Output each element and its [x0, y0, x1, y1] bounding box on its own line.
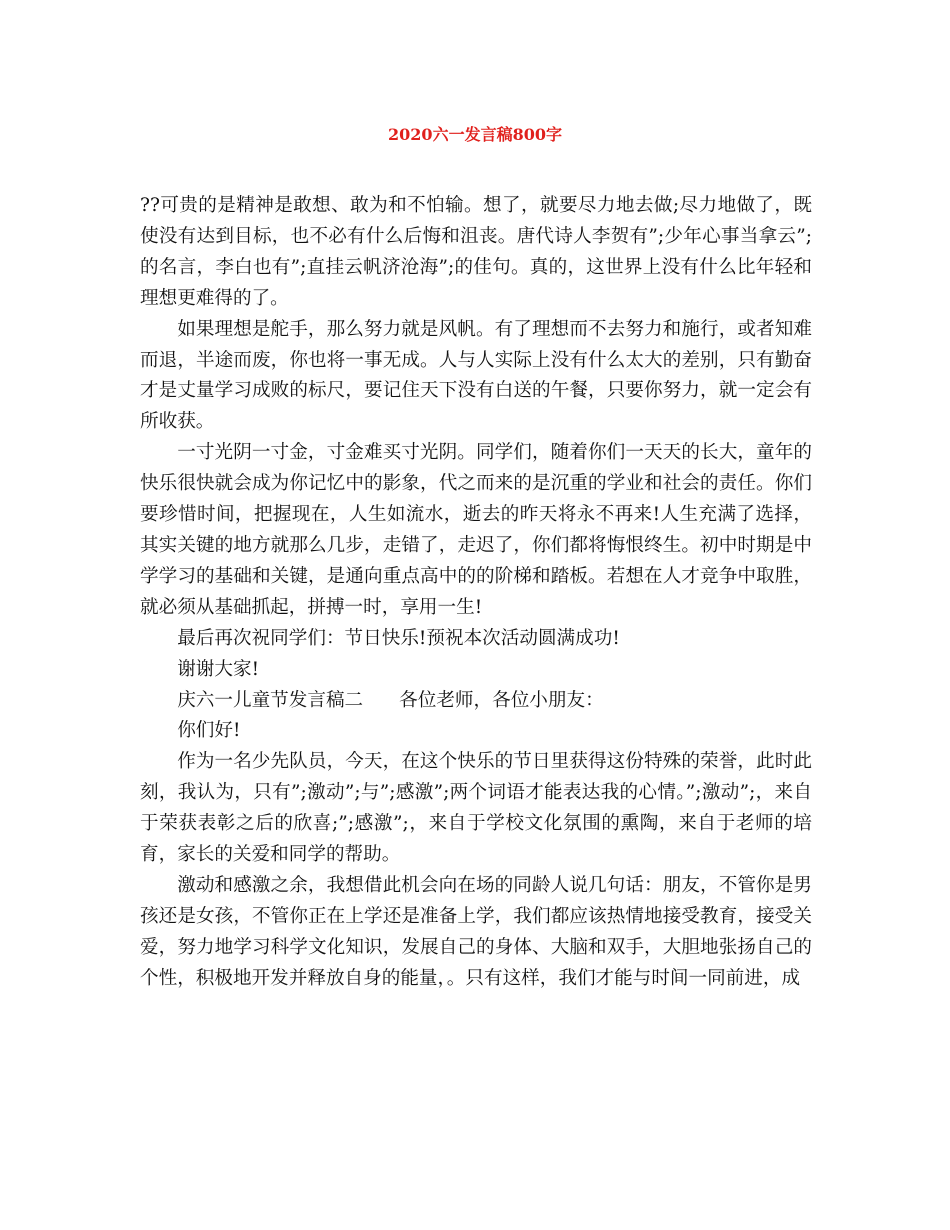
salutation: 各位老师，各位小朋友：: [399, 689, 604, 711]
document-title: 2020六一发言稿800字: [388, 125, 562, 144]
paragraph: 如果理想是舵手，那么努力就是风帆。有了理想而不去努力和施行，或者知难而退，半途而废，你也将一事无成。人与人实际上没有什么太大的差别，只有勤奋才是丈量学习成败的标尺，要记住天下没有白送的午餐，只要你努力，就一定会有所收获。: [140, 318, 812, 433]
paragraph: ??可贵的是精神是敢想、敢为和不怕输。想了，就要尽力地去做;尽力地做了，既使没有达到目标，也不必有什么后悔和沮丧。唐代诗人李贺有”;少年心事当拿云”;的名言，李白也有”;直挂云帆济沧海”;的佳句。真的，这世界上没有什么比年轻和理想更难得的了。: [140, 195, 812, 309]
paragraph: 你们好!: [177, 720, 241, 742]
section-heading-line: [140, 686, 812, 717]
paragraph: 激动和感激之余，我想借此机会向在场的同龄人说几句话：朋友，不管你是男孩还是女孩，不管你正在上学还是准备上学，我们都应该热情地接受教育，接受关爱，努力地学习科学文化知识，发展自己的身体、大脑和双手，大胆地张扬自己的个性，积极地开发并释放自身的能量，。只有这样，我们才能与时间一同前进，成: [140, 874, 812, 989]
paragraph: 最后再次祝同学们：节日快乐!预祝本次活动圆满成功!: [177, 627, 620, 649]
section-heading: 庆六一儿童节发言稿二: [177, 689, 364, 711]
document-body: [140, 191, 812, 995]
paragraph: 谢谢大家!: [177, 658, 260, 680]
paragraph: 作为一名少先队员，今天，在这个快乐的节日里获得这份特殊的荣誉，此时此刻，我认为，只有”;激动”;与”;感激”;两个词语才能表达我的心情。”;激动”;，来自于荣获表彰之后的欣喜;”;感激”;，来自于学校文化氛围的熏陶，来自于老师的培育，家长的关爱和同学的帮助。: [140, 751, 812, 866]
paragraph: 一寸光阴一寸金，寸金难买寸光阴。同学们，随着你们一天天的长大，童年的快乐很快就会成为你记忆中的影象，代之而来的是沉重的学业和社会的责任。你们要珍惜时间，把握现在，人生如流水，逝去的昨天将永不再来!人生充满了选择，其实关键的地方就那么几步，走错了，走迟了，你们都将悔恨终生。初中时期是中学学习的基础和关键，是通向重点高中的的阶梯和踏板。若想在人才竞争中取胜，就必须从基础抓起，拼搏一时，享用一生!: [140, 442, 812, 618]
